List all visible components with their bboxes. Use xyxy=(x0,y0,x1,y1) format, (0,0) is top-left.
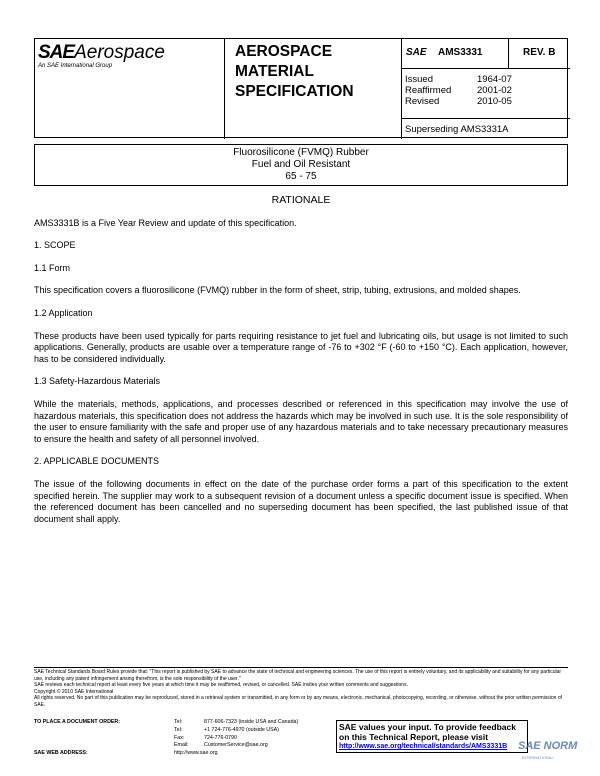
order-contact: TO PLACE A DOCUMENT ORDER: Tel: 877-606-7323 (inside USA and Canada) Tel: +1 724-776-4970 (outside USA) Fax: 724-776-0790 Email: CustomerService@sae.org SAE WEB ADDRESS: http://www.sae.org xyxy=(34,719,299,757)
section-form: 1.1 Form xyxy=(34,262,71,273)
superseding: Superseding AMS3331A xyxy=(405,124,509,135)
application-text: These products have been used typically for parts requiring resistance to jet fuel and lubricating oils, but usage is not limited to such applications. Generally, products are usable over a temperature range of -76 to +302 °F (-60 to +150 °C). Each application, however, has to be considered individually. xyxy=(34,330,568,364)
document-body xyxy=(34,195,568,525)
logo xyxy=(35,39,225,139)
rationale-text: AMS3331B is a Five Year Review and update of this specification. xyxy=(34,217,297,228)
sae-norm-watermark: SAE NORM xyxy=(518,740,578,752)
logo-aerospace: Aerospace xyxy=(74,42,165,63)
doc-info xyxy=(401,39,569,139)
section-applicable-documents: 2. APPLICABLE DOCUMENTS xyxy=(34,456,160,467)
email-link[interactable]: CustomerService@sae.org xyxy=(204,742,268,749)
header-box xyxy=(34,38,568,138)
reaffirmed-date: 2001-02 xyxy=(477,85,512,96)
section-scope: 1. SCOPE xyxy=(34,240,76,251)
rationale-heading: RATIONALE xyxy=(271,194,331,206)
safety-text: While the materials, methods, applications, and processes described or referenced in this specification may involve the use of hazardous materials, this specification does not address the hazards which may be involved in such use. It is the sole responsibility of the user to ensure familiarity with the safe and proper use of any hazardous materials and to take necessary precautionary measures to ensure the health and safety of all personnel involved. xyxy=(34,398,568,444)
footer-legal: SAE Technical Standards Board Rules provide that: "This report is published by SAE to advance the state of technical and engineering sciences. The use of this report is entirely voluntary, and its applicability and suitability for any particular use, including any patent infringement arising therefrom, is the sole responsibility of the user." SAE reviews each technical report at least every five years at which time it may be reaffirmed, revised, or cancelled. SAE invites your written comments and suggestions. Copyright © 2010 SAE International All rights reserved. No part of this publication may be reproduced, stored in a retrieval system or transmitted, in any form or by any means, electronic, mechanical, photocopying, recording, or otherwise, without the prior written permission of SAE. xyxy=(34,669,563,708)
dates-block: Issued 1964-07 Reaffirmed 2001-02 Revised 2010-05 xyxy=(402,69,570,119)
web-link[interactable]: http://www.sae.org xyxy=(174,750,218,757)
sae-norm-subtitle: INTERNATIONAL xyxy=(522,755,554,760)
section-safety: 1.3 Safety-Hazardous Materials xyxy=(34,376,161,387)
issued-date: 1964-07 xyxy=(477,74,512,85)
revision: REV. B xyxy=(508,39,570,69)
revised-date: 2010-05 xyxy=(477,96,512,107)
subject-box: Fluorosilicone (FVMQ) Rubber Fuel and Oil Resistant 65 - 75 xyxy=(34,144,568,186)
section-application: 1.2 Application xyxy=(34,307,93,318)
logo-sae: SAE xyxy=(38,42,75,63)
doc-number: AMS3331 xyxy=(438,47,483,58)
logo-subtitle: An SAE International Group xyxy=(38,63,113,69)
footer-divider xyxy=(34,667,568,668)
sae-small-logo: SAE xyxy=(406,47,427,58)
form-text: This specification covers a fluorosilicone (FVMQ) rubber in the form of sheet, strip, tubing, extrusions, and molded shapes. xyxy=(34,285,521,296)
applicable-documents-text: The issue of the following documents in effect on the date of the purchase order forms a part of this specification to the extent specified herein. The supplier may work to a subsequent revision of a document unless a specific document issue is specified. When the referenced document has been cancelled and no superseding document has been specified, the last published issue of that document shall apply. xyxy=(34,478,568,524)
doc-type-title: AEROSPACE MATERIAL SPECIFICATION xyxy=(235,43,354,100)
feedback-link[interactable]: http://www.sae.org/technical/standards/AMS3331B xyxy=(339,743,508,750)
feedback-box: SAE values your input. To provide feedback on this Technical Report, please visit http://www.sae.org/technical/standards/AMS3331B xyxy=(336,720,528,753)
